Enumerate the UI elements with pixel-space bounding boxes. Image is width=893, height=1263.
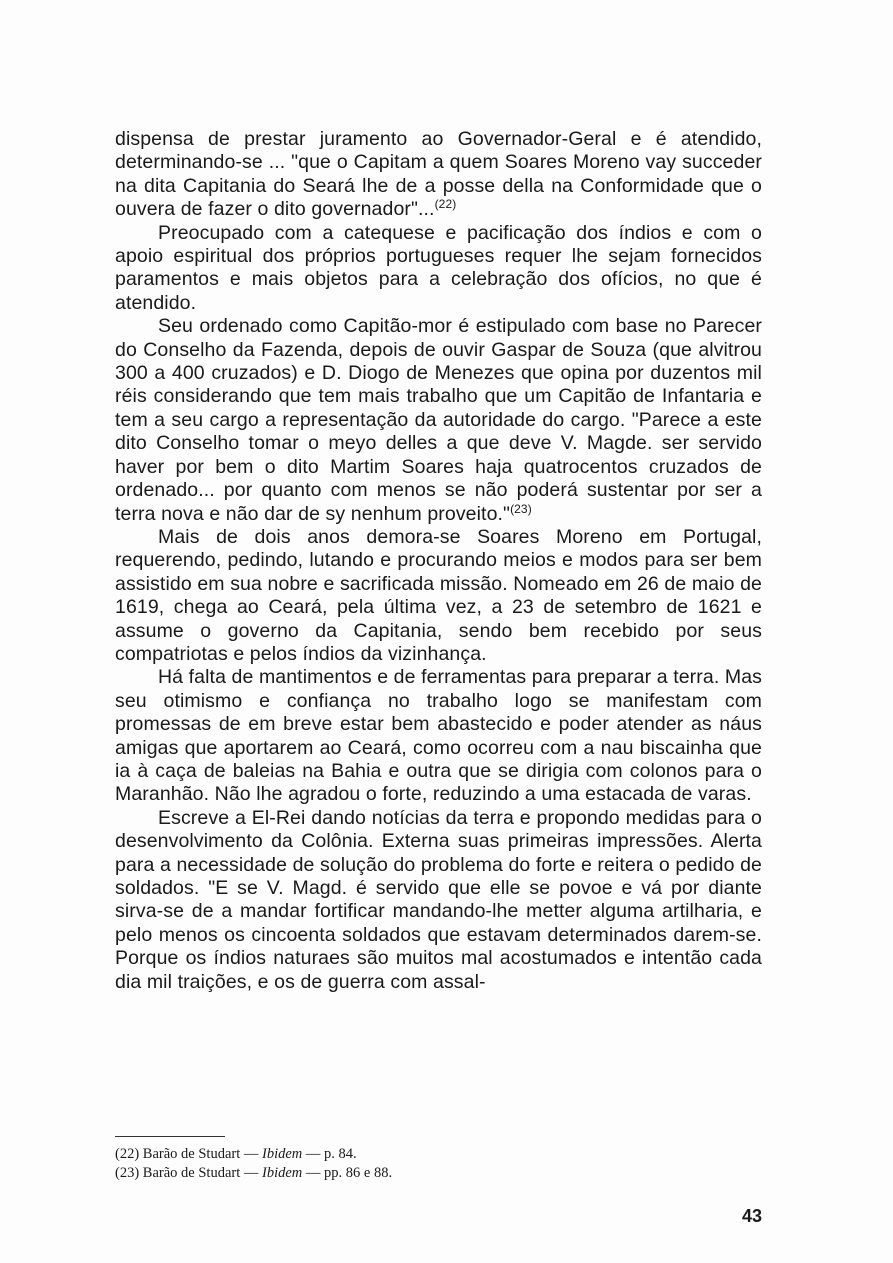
footnote-marker: (23) [510, 501, 532, 516]
paragraph: Mais de dois anos demora-se Soares Moreno em Portugal, requerendo, pedindo, lutando e procurando meios e modos para ser bem assistido em sua nobre e sacrificada missão. Nomeado em 26 de maio de 1619, chega ao Ceará, pela última vez, a 23 de setembro de 1621 e assume o governo da Capitania, sendo bem recebido por seus compatriotas e pelos índios da vizinhança. [115, 525, 762, 665]
page-number: 43 [741, 1206, 762, 1226]
footnote-number: (23) [115, 1165, 140, 1181]
footnotes [115, 1145, 755, 1183]
footnote-reference: Ibidem [262, 1165, 303, 1181]
paragraph: Escreve a El-Rei dando notícias da terra e propondo medidas para o desenvolvimento da Colônia. Externa suas primeiras impressões. Alerta para a necessidade de solução do problema do forte e reitera o pedido de soldados. "E se V. Magd. é servido que elle se povoe e vá por diante sirva-se de a mandar fortificar mandando-lhe metter alguma artilharia, e pelo menos os cincoenta soldados que estavam determinados darem-se. Porque os índios naturaes são muitos mal acostumados e intentão cada dia mil traições, e os de guerra com assal- [115, 806, 762, 993]
footnote-author: Barão de Studart — [142, 1146, 259, 1162]
footnote-author: Barão de Studart — [142, 1165, 259, 1181]
footnote-marker: (22) [434, 197, 457, 212]
paragraph: Há falta de mantimentos e de ferramentas para preparar a terra. Mas seu otimismo e confiança no trabalho logo se manifestam com promessas de em breve estar bem abastecido e poder atender as náus amigas que aportarem ao Ceará, como ocorreu com a nau biscainha que ia à caça de baleias na Bahia e outra que se dirigia com colonos para o Maranhão. Não lhe agradou o forte, reduzindo a uma estacada de varas. [115, 666, 762, 806]
footnote-pages: — pp. 86 e 88. [305, 1165, 393, 1181]
paragraph: dispensa de prestar juramento ao Governador-Geral e é atendido, determinando-se ... "que o Capitam a quem Soares Moreno vay succeder na dita Capitania do Seará lhe de a posse della na Conformidade que o ouvera de fazer o dito governador"...$^{(22)}$ [115, 128, 762, 221]
footnote [115, 1164, 755, 1183]
footnote-pages: — p. 84. [305, 1146, 357, 1162]
body-text [115, 128, 762, 994]
footnote-number: (22) [115, 1146, 140, 1162]
paragraph: Preocupado com a catequese e pacificação dos índios e com o apoio espiritual dos próprios portugueses requer lhe sejam fornecidos paramentos e mais objetos para a celebração dos ofícios, no que é atendido. [115, 221, 762, 314]
paragraph: Seu ordenado como Capitão-mor é estipulado com base no Parecer do Conselho da Fazenda, depois de ouvir Gaspar de Souza (que alvitrou 300 a 400 cruzados) e D. Diogo de Menezes que opina por duzentos mil réis considerando que tem mais trabalho que um Capitão de Infantaria e tem a seu cargo a representação da autoridade do cargo. "Parece a este dito Conselho tomar o meyo delles a que deve V. Magde. ser servido haver por bem o dito Martim Soares haja quatrocentos cruzados de ordenado... por quanto com menos se não poderá sustentar por ser a terra nova e não dar de sy nenhum proveito."$^{(23)}$ [115, 315, 762, 525]
footnote-reference: Ibidem [262, 1146, 303, 1162]
footnote-divider [115, 1136, 225, 1137]
footnote [115, 1145, 755, 1164]
